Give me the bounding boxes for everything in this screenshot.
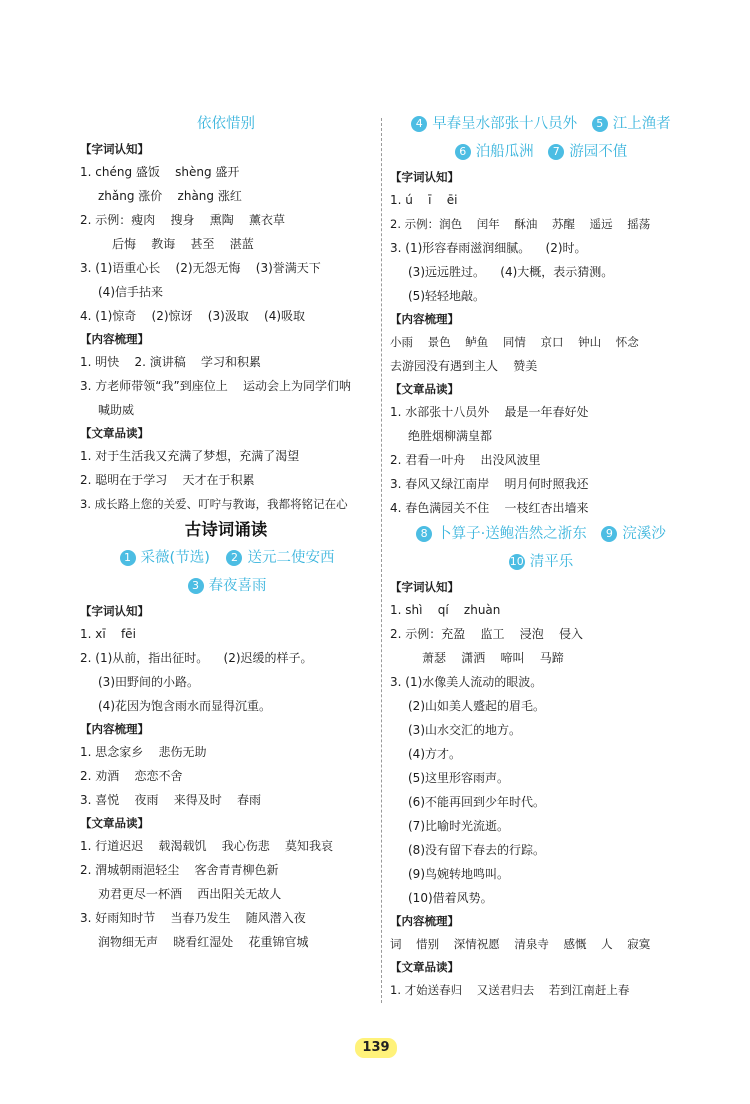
answer-line: zhǎng 涨价 zhàng 涨红	[98, 189, 242, 203]
answer-line: 1. xī fēi	[80, 627, 136, 641]
right-column	[390, 110, 690, 1002]
answer-line: 润物细无声 晓看红湿处 花重锦官城	[98, 935, 309, 949]
answer-line: 1. 明快 2. 演讲稿 学习和积累	[80, 355, 262, 369]
heading-reading: 【文章品读】	[80, 816, 149, 830]
number-badge: 2	[226, 550, 242, 566]
answer-line: 3. (1)水像美人流动的眼波。	[390, 675, 543, 689]
number-badge: 10	[509, 555, 524, 568]
heading-reading: 【文章品读】	[390, 382, 459, 396]
column-divider	[381, 118, 382, 1003]
answer-line: 绝胜烟柳满皇都	[408, 429, 493, 443]
answer-line: (4)信手拈来	[98, 285, 163, 299]
answer-line: 3. (1)形容春雨滋润细腻。 (2)时。	[390, 241, 587, 255]
poem-title: 江上渔者	[612, 116, 671, 132]
left-column	[80, 110, 372, 954]
answer-line: 3. (1)语重心长 (2)无怨无悔 (3)誉满天下	[80, 261, 321, 275]
number-badge: 1	[120, 550, 136, 566]
number-badge: 3	[188, 578, 204, 594]
section-title-yiyi: 依依惜别	[197, 116, 255, 132]
poem-title: 浣溪沙	[622, 526, 666, 542]
answer-line: 2. 示例：润色 闰年 酥油 苏醒 遥远 摇荡	[390, 217, 651, 231]
answer-line: 3. 好雨知时节 当春乃发生 随风潜入夜	[80, 911, 306, 925]
answer-line: 劝君更尽一杯酒 西出阳关无故人	[98, 887, 282, 901]
answer-line: 喊助威	[98, 403, 135, 417]
answer-line: 词 惜别 深情祝愿 清泉寺 感慨 人 寂寞	[390, 937, 651, 951]
heading-content: 【内容梳理】	[80, 332, 149, 346]
answer-line: 1. shì qí zhuàn	[390, 603, 501, 617]
answer-line: (3)远远胜过。 (4)大概，表示猜测。	[408, 265, 614, 279]
poem-titles-row	[80, 544, 372, 572]
poem-title: 早春呈水部张十八员外	[432, 116, 578, 132]
answer-line: 2. 劝酒 恋恋不舍	[80, 769, 183, 783]
answer-line: 2. 聪明在于学习 天才在于积累	[80, 473, 255, 487]
heading-vocab: 【字词认知】	[390, 580, 459, 594]
poem-title: 采薇(节选)	[140, 550, 210, 566]
heading-reading: 【文章品读】	[80, 426, 149, 440]
number-badge: 9	[601, 526, 617, 542]
answer-line: 后悔 教诲 甚至 湛蓝	[112, 237, 254, 251]
number-badge: 8	[416, 526, 432, 542]
answer-line: 1. 水部张十八员外 最是一年春好处	[390, 405, 589, 419]
poem-title: 游园不值	[569, 144, 628, 160]
answer-line: (7)比喻时光流逝。	[408, 819, 509, 833]
answer-line: 萧瑟 潇洒 啼叫 马蹄	[422, 651, 564, 665]
poem-titles-row	[390, 138, 690, 166]
answer-line: 3. 春风又绿江南岸 明月何时照我还	[390, 477, 589, 491]
answer-line: (9)鸟婉转地鸣叫。	[408, 867, 509, 881]
answer-line: (6)不能再回到少年时代。	[408, 795, 545, 809]
answer-line: 3. 成长路上您的关爱、叮咛与教诲，我都将铭记在心	[80, 497, 348, 511]
poem-title: 清平乐	[529, 554, 574, 570]
answer-line: 4. (1)惊奇 (2)惊讶 (3)汲取 (4)吸取	[80, 309, 306, 323]
answer-line: (3)山水交汇的地方。	[408, 723, 521, 737]
answer-line: 1. ú ī ēi	[390, 193, 458, 207]
answer-line: (3)田野间的小路。	[98, 675, 199, 689]
answer-line: 2. 示例：充盈 监工 浸泡 侵入	[390, 627, 584, 641]
poem-title: 卜算子·送鲍浩然之浙东	[437, 526, 587, 542]
answer-line: 1. 才始送春归 又送君归去 若到江南赶上春	[390, 983, 630, 997]
number-badge: 4	[411, 116, 427, 132]
poem-titles-row	[390, 520, 690, 548]
heading-content: 【内容梳理】	[390, 914, 459, 928]
number-badge: 6	[455, 144, 471, 160]
heading-vocab: 【字词认知】	[390, 170, 459, 184]
poem-title: 送元二使安西	[247, 550, 335, 566]
heading-vocab: 【字词认知】	[80, 142, 149, 156]
answer-line: 2. 渭城朝雨浥轻尘 客舍青青柳色新	[80, 863, 279, 877]
answer-line: (10)借着风势。	[408, 891, 493, 905]
answer-line: 3. 方老师带领“我”到座位上 运动会上为同学们呐	[80, 379, 351, 393]
answer-line: 2. 君看一叶舟 出没风波里	[390, 453, 541, 467]
answer-line: (2)山如美人蹙起的眉毛。	[408, 699, 545, 713]
number-badge: 7	[548, 144, 564, 160]
answer-line: 1. chéng 盛饭 shèng 盛开	[80, 165, 240, 179]
number-badge: 5	[592, 116, 608, 132]
answer-line: 3. 喜悦 夜雨 来得及时 春雨	[80, 793, 262, 807]
answer-line: 去游园没有遇到主人 赞美	[390, 359, 538, 373]
answer-line: (5)轻轻地敲。	[408, 289, 485, 303]
answer-line: (4)方才。	[408, 747, 461, 761]
answer-line: (4)花因为饱含雨水而显得沉重。	[98, 699, 271, 713]
page-number: 139	[355, 1038, 397, 1058]
answer-line: (8)没有留下春去的行踪。	[408, 843, 545, 857]
poem-titles-row	[390, 548, 690, 576]
poem-titles-row	[80, 572, 372, 600]
heading-vocab: 【字词认知】	[80, 604, 149, 618]
answer-line: 小雨 景色 鲈鱼 同情 京口 钟山 怀念	[390, 335, 639, 349]
section-title-poetry: 古诗词诵读	[184, 520, 268, 539]
poem-titles-row	[390, 110, 690, 138]
answer-line: 2. (1)从前，指出征时。 (2)迟缓的样子。	[80, 651, 313, 665]
answer-line: 1. 思念家乡 悲伤无助	[80, 745, 207, 759]
heading-reading: 【文章品读】	[390, 960, 459, 974]
answer-line: (5)这里形容雨声。	[408, 771, 509, 785]
answer-line: 2. 示例：瘦肉 搜身 熏陶 薰衣草	[80, 213, 286, 227]
answer-line: 4. 春色满园关不住 一枝红杏出墙来	[390, 501, 589, 515]
poem-title: 泊船瓜洲	[475, 144, 534, 160]
heading-content: 【内容梳理】	[80, 722, 149, 736]
heading-content: 【内容梳理】	[390, 312, 459, 326]
answer-line: 1. 对于生活我又充满了梦想，充满了渴望	[80, 449, 300, 463]
poem-title: 春夜喜雨	[208, 578, 267, 594]
answer-line: 1. 行道迟迟 载渴载饥 我心伤悲 莫知我哀	[80, 839, 334, 853]
